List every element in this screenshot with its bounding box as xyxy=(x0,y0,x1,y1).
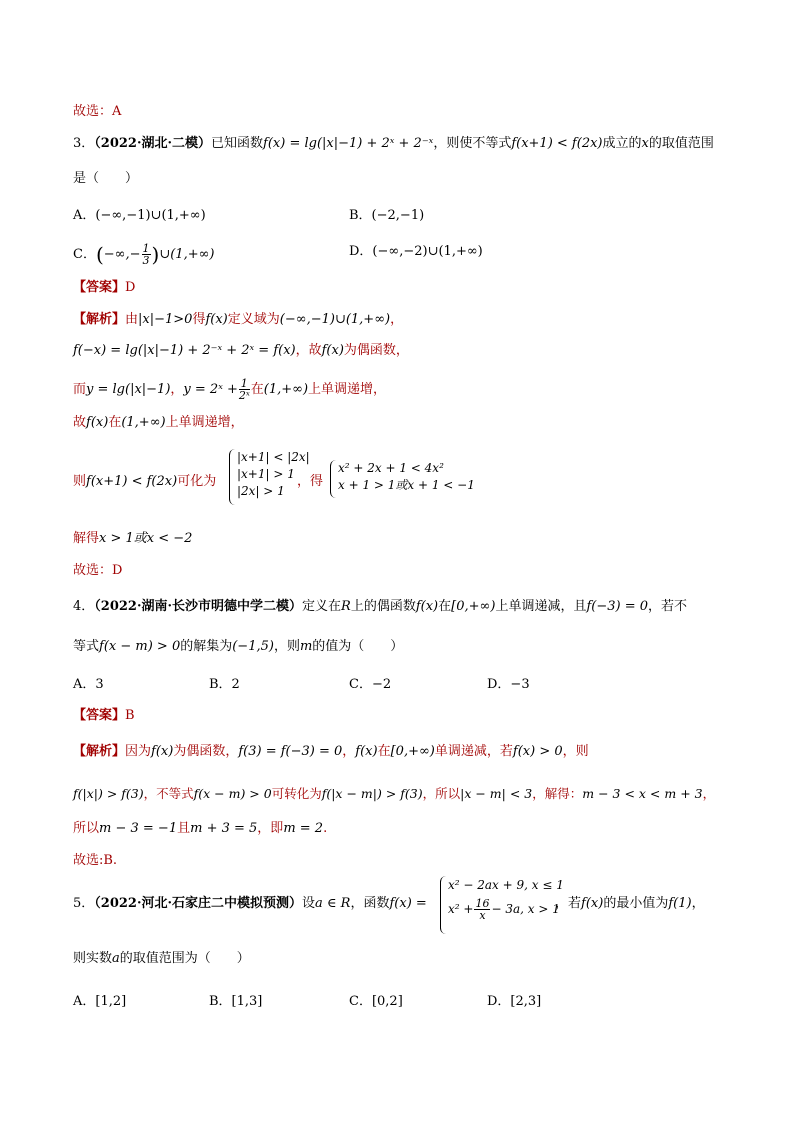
numerator: 16 xyxy=(475,897,490,910)
q3-option-c xyxy=(73,243,215,266)
text: ， xyxy=(691,896,705,911)
q3-option-c-body: −∞,− $\frac{1}{3}$ xyxy=(103,242,150,267)
q3-option-c-frac: $\frac{1}{3}$ xyxy=(142,242,150,267)
math: f(3) = f(−3) = 0 xyxy=(238,744,343,759)
q3-option-c-paren: ( xyxy=(95,242,104,267)
q5-fraction xyxy=(474,898,490,921)
q3-inequality: f(x+1) < f(2x) xyxy=(511,136,603,151)
text: 所以 xyxy=(73,821,100,836)
q4-stem-line1 xyxy=(73,598,687,616)
math: f(x) xyxy=(86,415,109,430)
system-row: |x+1| > 1 xyxy=(237,467,295,481)
math: m xyxy=(299,639,313,654)
q3-var: x xyxy=(641,136,649,151)
q3-number: 3． xyxy=(73,136,95,151)
q3-analysis-line2 xyxy=(73,342,409,360)
text: 得 xyxy=(192,312,206,327)
text: 可转化为 xyxy=(271,786,322,801)
q3-option-c-paren-close: ) xyxy=(151,242,160,267)
q3-stem-line2: 是（ ） xyxy=(73,171,139,186)
q5-stem-line1 xyxy=(73,895,427,913)
text: 等式 xyxy=(73,639,100,654)
q5-option-b: B．[1,3] xyxy=(209,994,263,1009)
text: 在 xyxy=(377,744,391,759)
text: ， xyxy=(170,382,184,397)
text: 故 xyxy=(73,415,87,430)
text: 则 xyxy=(73,474,87,489)
text: ，若 xyxy=(555,896,582,911)
text: 在 xyxy=(250,382,264,397)
text: 且 xyxy=(177,821,191,836)
numerator: 1 xyxy=(240,377,248,390)
math: m − 3 < x < m + 3 xyxy=(582,786,703,801)
text: 单调递减，若 xyxy=(434,744,513,759)
q3-analysis-label: 【解析】 xyxy=(73,312,126,327)
q3-final: 故选：D xyxy=(73,563,123,578)
math: f(|x|) > f(3) xyxy=(73,786,144,801)
text: ，所以 xyxy=(422,786,461,801)
q4-option-b: B．2 xyxy=(209,677,240,692)
q3-text: 成立的 xyxy=(602,136,642,151)
q4-option-c: C．−2 xyxy=(349,677,392,692)
text: 的解集为 xyxy=(180,639,233,654)
text: ，解得： xyxy=(532,786,583,801)
system-row: |x+1| < |2x| xyxy=(237,450,310,464)
q4-analysis-label: 【解析】 xyxy=(73,744,126,759)
text: ，若不 xyxy=(648,599,688,614)
q3-text: 的取值范围 xyxy=(648,136,714,151)
math: a ∈ R xyxy=(315,896,351,911)
math: m = 2 xyxy=(283,821,324,836)
text: ，则 xyxy=(562,744,589,759)
q4-analysis-line3 xyxy=(73,820,327,838)
math: (−∞,−1)∪(1,+∞) xyxy=(279,312,391,327)
q5-stem-line1-tail xyxy=(555,895,705,913)
q4-number: 4． xyxy=(73,599,95,614)
q4-answer-value: B xyxy=(125,708,135,723)
math: m + 3 = 5 xyxy=(190,821,258,836)
math: f(x) xyxy=(415,599,439,614)
math: [0,+∞) xyxy=(390,744,435,759)
math: m − 3 = −1 xyxy=(99,821,178,836)
q3-system2 xyxy=(330,460,475,498)
math: (1,+∞) xyxy=(263,382,309,397)
denominator: 2ˣ xyxy=(238,389,250,402)
math: f(x) > 0 xyxy=(512,744,563,759)
q2-final-answer: 故选：A xyxy=(73,104,122,119)
q5-option-d: D．[2,3] xyxy=(487,994,542,1009)
q4-option-d: D．−3 xyxy=(487,677,530,692)
system-row: x + 1 > 1或x + 1 < −1 xyxy=(338,478,475,492)
math: f(x) xyxy=(355,744,378,759)
text: ，不等式 xyxy=(143,786,194,801)
q3-analysis-line5 xyxy=(73,473,216,491)
math: f(x − m) > 0 xyxy=(99,639,181,654)
text: 可化为 xyxy=(177,474,217,489)
q3-analysis-line1 xyxy=(73,311,403,329)
math: f(−x) = lg(|x|−1) + 2⁻ˣ + 2ˣ = f(x) xyxy=(73,343,296,358)
math: − 3a, x > 1 xyxy=(491,902,560,916)
q3-option-c-tail: ∪(1,+∞) xyxy=(159,247,215,262)
text: 而 xyxy=(73,382,87,397)
text: . xyxy=(323,821,328,836)
math: R xyxy=(341,599,351,614)
q4-source: （2022·湖南·长沙市明德中学二模） xyxy=(94,599,303,614)
text: ，即 xyxy=(257,821,284,836)
math: f(x) xyxy=(205,312,228,327)
q3-text: 已知函数 xyxy=(211,136,264,151)
denominator: x xyxy=(479,909,486,922)
text: 上单调递增， xyxy=(308,382,387,397)
text: ，故 xyxy=(295,343,322,358)
text: 的取值范围为（ ） xyxy=(119,951,250,966)
math: x² + xyxy=(448,902,474,916)
q3-source: （2022·湖北·二模） xyxy=(94,136,212,151)
text: 为偶函数， xyxy=(173,744,239,759)
math: [0,+∞) xyxy=(451,599,496,614)
text: ，则 xyxy=(273,639,300,654)
piecewise-row: x² − 2ax + 9, x ≤ 1 xyxy=(448,878,564,892)
text: 为偶函数， xyxy=(343,343,409,358)
q5-option-c: C．[0,2] xyxy=(349,994,403,1009)
system-row: x² + 2x + 1 < 4x² xyxy=(338,461,444,475)
text: 上的偶函数 xyxy=(350,599,416,614)
math: f(x) xyxy=(151,744,174,759)
q5-stem-line2 xyxy=(73,950,250,968)
q3-analysis-line4 xyxy=(73,414,244,432)
q3-line5-text: ，得 xyxy=(297,474,324,489)
text: 在 xyxy=(108,415,122,430)
text: 设 xyxy=(302,896,316,911)
math: |x|−1>0 xyxy=(138,312,193,327)
text: 上单调递增， xyxy=(165,415,244,430)
text: 由 xyxy=(125,312,139,327)
math: f(x) xyxy=(321,343,344,358)
q5-source: （2022·河北·石家庄二中模拟预测） xyxy=(94,896,303,911)
math: y = 2ˣ + xyxy=(183,382,238,397)
q3-stem-line1 xyxy=(73,135,714,153)
q3-function: f(x) = lg(|x|−1) + 2ˣ + 2⁻ˣ xyxy=(263,136,434,151)
text: 定义在 xyxy=(302,599,342,614)
q3-line3-fraction xyxy=(239,378,250,401)
q4-final: 故选:B. xyxy=(73,853,118,868)
text: 解得 xyxy=(73,531,100,546)
math: f(x) xyxy=(581,896,604,911)
math: f(|x − m|) > f(3) xyxy=(321,786,423,801)
text: 因为 xyxy=(125,744,152,759)
q3-option-c-label: C． xyxy=(73,247,96,262)
math: f(1) xyxy=(668,896,692,911)
q4-answer-label: 【答案】 xyxy=(73,708,126,723)
text: ，函数 xyxy=(350,896,390,911)
q5-number: 5． xyxy=(73,896,95,911)
math: f(−3) = 0 xyxy=(586,599,648,614)
math: f(x) = xyxy=(389,896,427,911)
text: 则实数 xyxy=(73,951,113,966)
math: f(x+1) < f(2x) xyxy=(86,474,178,489)
text: 的值为（ ） xyxy=(312,639,404,654)
math: x > 1或x < −2 xyxy=(99,531,193,546)
q3-option-b: B．(−2,−1) xyxy=(349,208,425,223)
q3-analysis-line6 xyxy=(73,530,192,548)
text: 在 xyxy=(438,599,452,614)
q4-option-a: A．3 xyxy=(73,677,104,692)
q3-analysis-line3 xyxy=(73,378,386,401)
math: (1,+∞) xyxy=(121,415,166,430)
math: f(x − m) > 0 xyxy=(193,786,272,801)
q3-option-a: A．(−∞,−1)∪(1,+∞) xyxy=(73,208,206,223)
text: 的最小值为 xyxy=(603,896,669,911)
math: |x − m| < 3 xyxy=(460,786,533,801)
q5-option-a: A．[1,2] xyxy=(73,994,127,1009)
text: ， xyxy=(342,744,356,759)
q4-answer xyxy=(73,707,135,725)
q4-analysis-line1 xyxy=(73,743,589,761)
q4-stem-line2 xyxy=(73,638,403,656)
q3-text: ，则使不等式 xyxy=(433,136,512,151)
math: y = lg(|x|−1) xyxy=(86,382,171,397)
q3-answer-value: D xyxy=(125,280,136,295)
q4-analysis-line2 xyxy=(73,785,715,803)
q3-option-d: D．(−∞,−2)∪(1,+∞) xyxy=(349,244,483,259)
q3-answer xyxy=(73,279,135,297)
piecewise-row xyxy=(448,898,564,921)
text: ， xyxy=(390,312,404,327)
system-row: |2x| > 1 xyxy=(237,484,285,498)
text: 定义域为 xyxy=(227,312,280,327)
math: a xyxy=(112,951,120,966)
text: ， xyxy=(702,786,716,801)
text: 上单调递减，且 xyxy=(495,599,587,614)
q3-answer-label: 【答案】 xyxy=(73,280,126,295)
math: (−1,5) xyxy=(232,639,274,654)
